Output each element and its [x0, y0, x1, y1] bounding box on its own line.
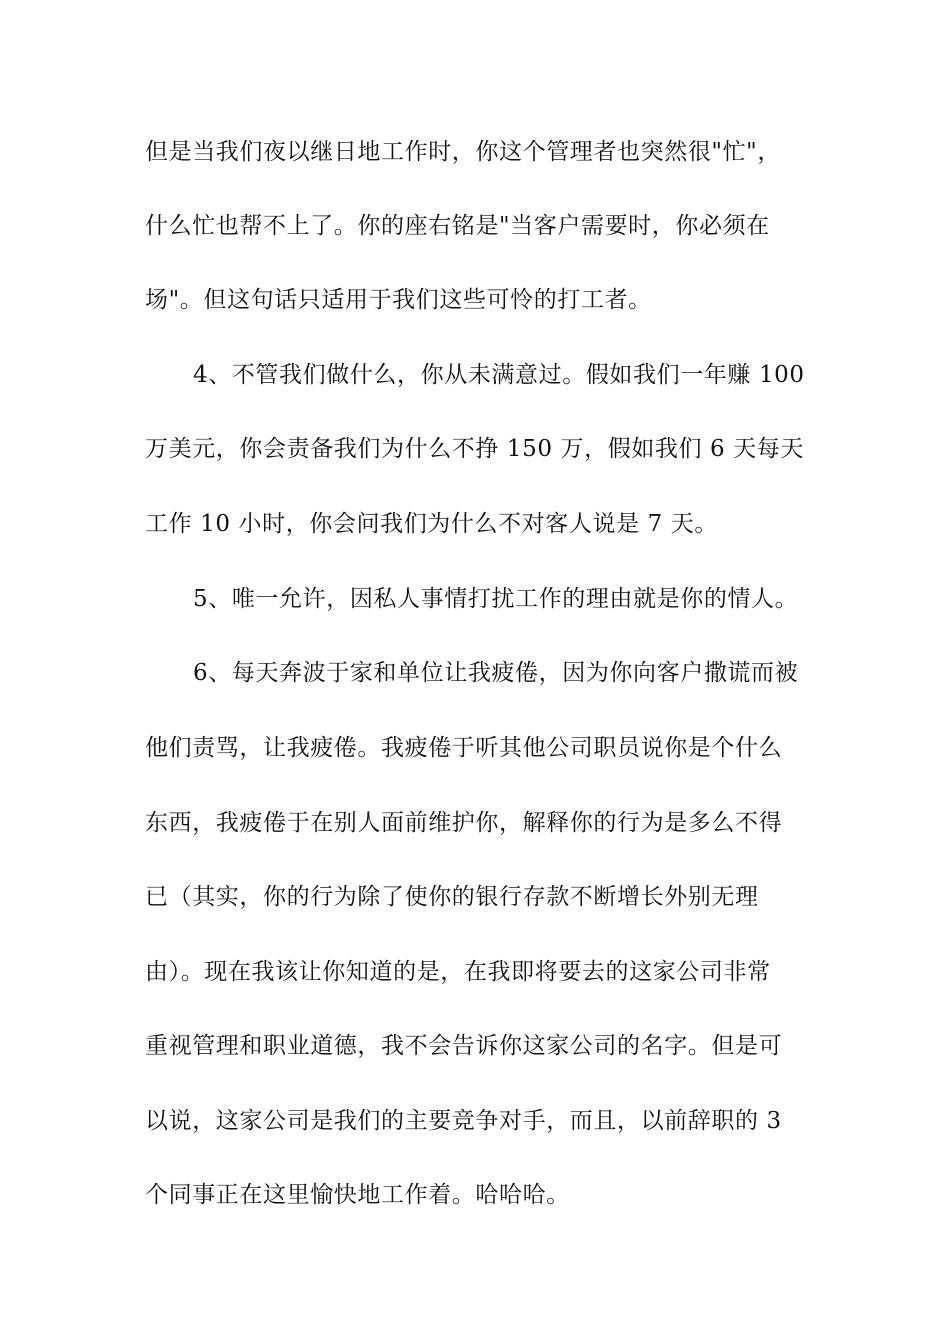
text-line: 由）。现在我该让你知道的是，在我即将要去的这家公司非常: [145, 959, 771, 985]
text-line: 东西，我疲倦于在别人面前维护你，解释你的行为是多么不得: [145, 810, 783, 836]
text-line: 工作 10 小时，你会问我们为什么不对客人说是 7 天。: [145, 511, 718, 537]
text-line: 重视管理和职业道德，我不会告诉你这家公司的名字。但是可: [145, 1033, 783, 1059]
text-line: 万美元，你会责备我们为什么不挣 150 万，假如我们 6 天每天: [145, 436, 804, 462]
paragraph-5-line: 5、唯一允许，因私人事情打扰工作的理由就是你的情人。: [193, 586, 799, 612]
text-line: 他们责骂，让我疲倦。我疲倦于听其他公司职员说你是个什么: [145, 735, 783, 761]
paragraph-6-line: 6、每天奔波于家和单位让我疲倦，因为你向客户撒谎而被: [193, 660, 799, 686]
text-line: 以说，这家公司是我们的主要竞争对手，而且，以前辞职的 3: [145, 1108, 782, 1134]
text-line: 场"。但这句话只适用于我们这些可怜的打工者。: [145, 287, 652, 313]
paragraph-4-line: 4、不管我们做什么，你从未满意过。假如我们一年赚 100: [193, 362, 805, 388]
text-line: 个同事正在这里愉快地工作着。哈哈哈。: [145, 1182, 570, 1208]
text-line: 什么忙也帮不上了。你的座右铭是"当客户需要时，你必须在: [145, 213, 770, 239]
text-line: 但是当我们夜以继日地工作时，你这个管理者也突然很"忙"，: [145, 139, 781, 165]
text-line: 已（其实，你的行为除了使你的银行存款不断增长外别无理: [145, 884, 759, 910]
